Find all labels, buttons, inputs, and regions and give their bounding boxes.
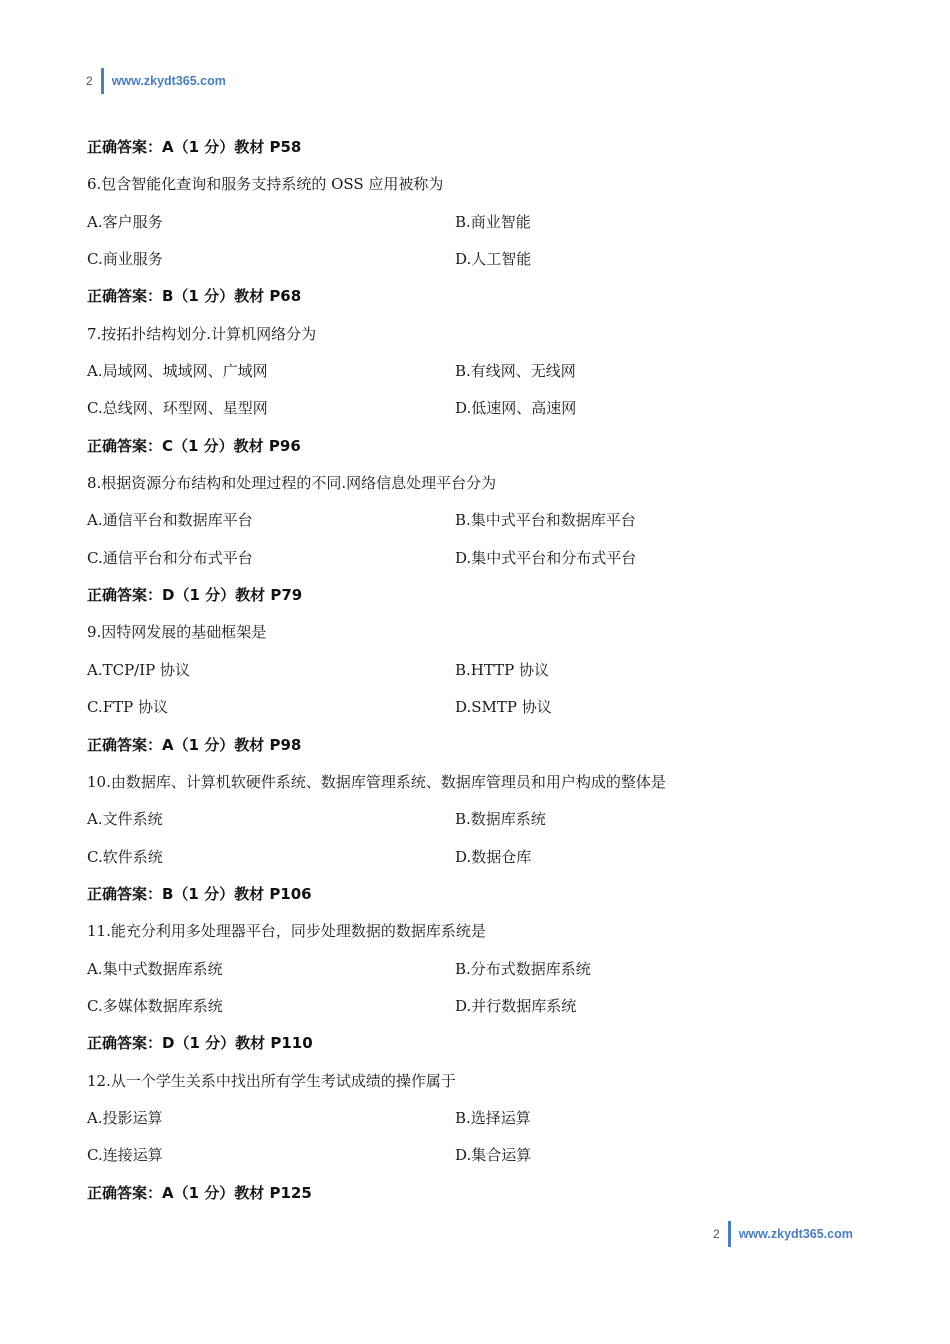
question-block — [87, 321, 867, 470]
option-c: C.通信平台和分布式平台 — [87, 548, 253, 567]
option-a: A.TCP/IP 协议 — [87, 660, 191, 679]
options-row — [87, 1142, 867, 1179]
answer-line: 正确答案：D（1 分）教材 P79 — [87, 586, 303, 605]
option-c: C.软件系统 — [87, 847, 163, 866]
option-a: A.投影运算 — [87, 1108, 163, 1127]
option-d: D.数据仓库 — [455, 847, 532, 866]
options-row — [87, 956, 867, 993]
option-d: D.集合运算 — [455, 1146, 532, 1165]
option-b: B.选择运算 — [455, 1108, 531, 1127]
header-site-url[interactable]: www.zkydt365.com — [111, 74, 226, 88]
option-b: B.集中式平台和数据库平台 — [455, 511, 636, 530]
options-row — [87, 395, 867, 432]
option-b: B.HTTP 协议 — [455, 660, 550, 679]
answer-line: 正确答案：A（1 分）教材 P58 — [87, 138, 302, 156]
question-stem: 7.按拓扑结构划分.计算机网络分为 — [87, 324, 317, 343]
footer-divider — [728, 1221, 731, 1247]
header-page-number: 2 — [86, 74, 93, 88]
question-stem: 11.能充分利用多处理器平台，同步处理数据的数据库系统是 — [87, 922, 486, 941]
options-row — [87, 545, 867, 582]
answer-line: 正确答案：B（1 分）教材 P68 — [87, 287, 302, 306]
question-block — [87, 918, 867, 1067]
answer-line: 正确答案：C（1 分）教材 P96 — [87, 436, 301, 455]
question-stem: 6.包含智能化查询和服务支持系统的 OSS 应用被称为 — [87, 175, 444, 194]
header-divider — [101, 68, 104, 94]
footer-site-url[interactable]: www.zkydt365.com — [738, 1227, 853, 1241]
option-b: B.商业智能 — [455, 212, 531, 231]
option-d: D.集中式平台和分布式平台 — [455, 548, 637, 567]
question-block — [87, 769, 867, 918]
options-row — [87, 806, 867, 843]
option-a: A.局域网、城域网、广域网 — [87, 362, 268, 381]
option-c: C.FTP 协议 — [87, 698, 168, 717]
page-footer — [713, 1221, 853, 1247]
options-row — [87, 507, 867, 544]
page-header — [86, 68, 226, 94]
question-block — [87, 470, 867, 619]
option-a: A.通信平台和数据库平台 — [87, 511, 253, 530]
question-stem: 8.根据资源分布结构和处理过程的不同.网络信息处理平台分为 — [87, 474, 497, 493]
question-block — [87, 1068, 867, 1217]
option-d: D.SMTP 协议 — [455, 698, 552, 717]
option-d: D.低速网、高速网 — [455, 399, 577, 418]
option-c: C.商业服务 — [87, 250, 163, 269]
option-a: A.客户服务 — [87, 212, 163, 231]
footer-page-number: 2 — [713, 1227, 720, 1241]
answer-line: 正确答案：D（1 分）教材 P110 — [87, 1034, 313, 1053]
option-a: A.文件系统 — [87, 810, 163, 829]
question-stem: 9.因特网发展的基础框架是 — [87, 623, 267, 642]
options-row — [87, 1105, 867, 1142]
option-a: A.集中式数据库系统 — [87, 959, 223, 978]
options-row — [87, 358, 867, 395]
options-row — [87, 844, 867, 881]
answer-line: 正确答案：B（1 分）教材 P106 — [87, 884, 312, 903]
answer-line: 正确答案：A（1 分）教材 P125 — [87, 1183, 312, 1202]
option-c: C.连接运算 — [87, 1146, 163, 1165]
answer-line: 正确答案：A（1 分）教材 P98 — [87, 735, 302, 754]
question-block — [87, 171, 867, 320]
options-row — [87, 246, 867, 283]
question-list — [87, 134, 867, 1217]
option-b: B.数据库系统 — [455, 810, 546, 829]
option-d: D.并行数据库系统 — [455, 996, 577, 1015]
option-d: D.人工智能 — [455, 250, 532, 269]
options-row — [87, 657, 867, 694]
option-b: B.分布式数据库系统 — [455, 959, 591, 978]
option-b: B.有线网、无线网 — [455, 362, 576, 381]
options-row — [87, 209, 867, 246]
question-stem: 12.从一个学生关系中找出所有学生考试成绩的操作属于 — [87, 1071, 456, 1090]
option-c: C.多媒体数据库系统 — [87, 996, 223, 1015]
question-block — [87, 619, 867, 768]
options-row — [87, 694, 867, 731]
option-c: C.总线网、环型网、星型网 — [87, 399, 268, 418]
options-row — [87, 993, 867, 1030]
question-stem: 10.由数据库、计算机软硬件系统、数据库管理系统、数据库管理员和用户构成的整体是 — [87, 772, 666, 791]
